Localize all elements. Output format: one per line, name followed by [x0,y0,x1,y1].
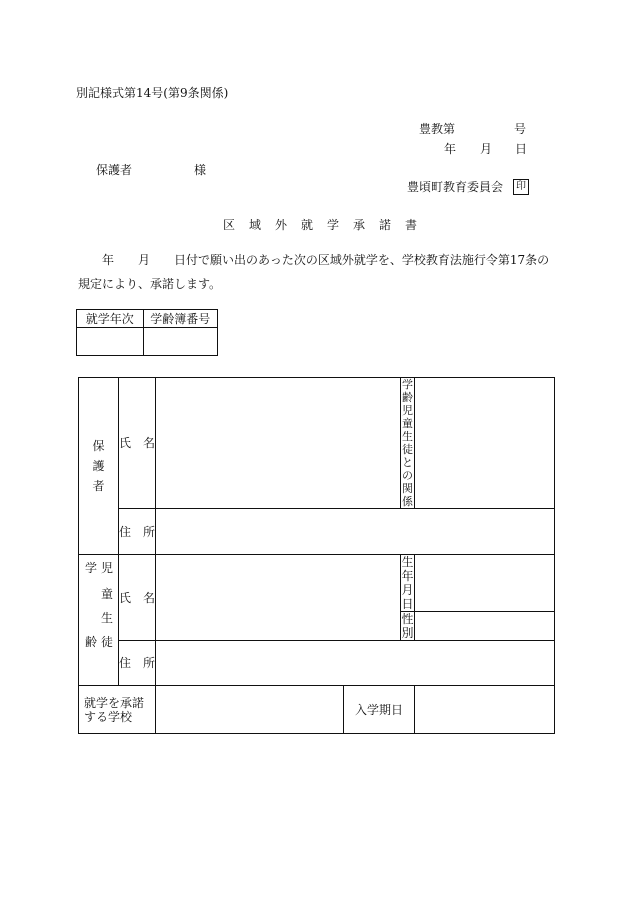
student-name-label: 氏 名 [119,555,156,641]
guardian-label: 保 護 者 [79,378,119,555]
body-text [78,248,578,296]
student-label: 学 児 童 生 齢 徒 [79,555,119,686]
issuer-name: 豊頃町教育委員会 [407,180,504,194]
main-form-table [78,377,555,734]
header-enrollment-year: 就学年次 [77,310,144,328]
date-month-label: 月 [480,142,493,156]
addressee-label: 保護者 [96,163,133,177]
student-name-field[interactable] [156,555,401,641]
guardian-address-label: 住 所 [119,509,156,555]
birth-date-field[interactable] [415,555,555,612]
guardian-address-field[interactable] [156,509,555,555]
register-number-value[interactable] [143,328,217,356]
reference-prefix: 豊教第 [419,122,456,136]
date-day-label: 日 [515,142,528,156]
form-number: 別記様式第14号(第9条関係) [76,86,229,100]
document-title: 区 域 外 就 学 承 諾 書 [223,218,419,232]
birth-date-label: 生年月日 [401,555,414,611]
entry-date-label: 入学期日 [344,686,415,734]
reference-suffix: 号 [514,122,527,136]
guardian-name-label: 氏 名 [119,378,156,509]
enrollment-info-table [76,309,218,356]
header-register-number: 学齢簿番号 [143,310,217,328]
student-address-field[interactable] [156,641,555,686]
relation-label: 学齢児童 生徒との 関 係 [402,378,436,508]
date-year-label: 年 [444,142,457,156]
relation-field[interactable] [415,378,555,509]
gender-label: 性 別 [401,612,438,640]
body-line-2: 規定により、承諾します。 [78,277,222,291]
body-line-1: 年 月 日付で願い出のあった次の区域外就学を、学校教育法施行令第17条の [78,253,550,267]
addressee-honorific: 様 [194,163,207,177]
seal-stamp: 印 [513,179,529,195]
school-field[interactable] [156,686,344,734]
student-address-label: 住 所 [119,641,156,686]
guardian-name-field[interactable] [156,378,401,509]
school-label: 就学を承諾 する学校 [79,686,156,734]
enrollment-year-value[interactable] [77,328,144,356]
entry-date-field[interactable] [415,686,555,734]
